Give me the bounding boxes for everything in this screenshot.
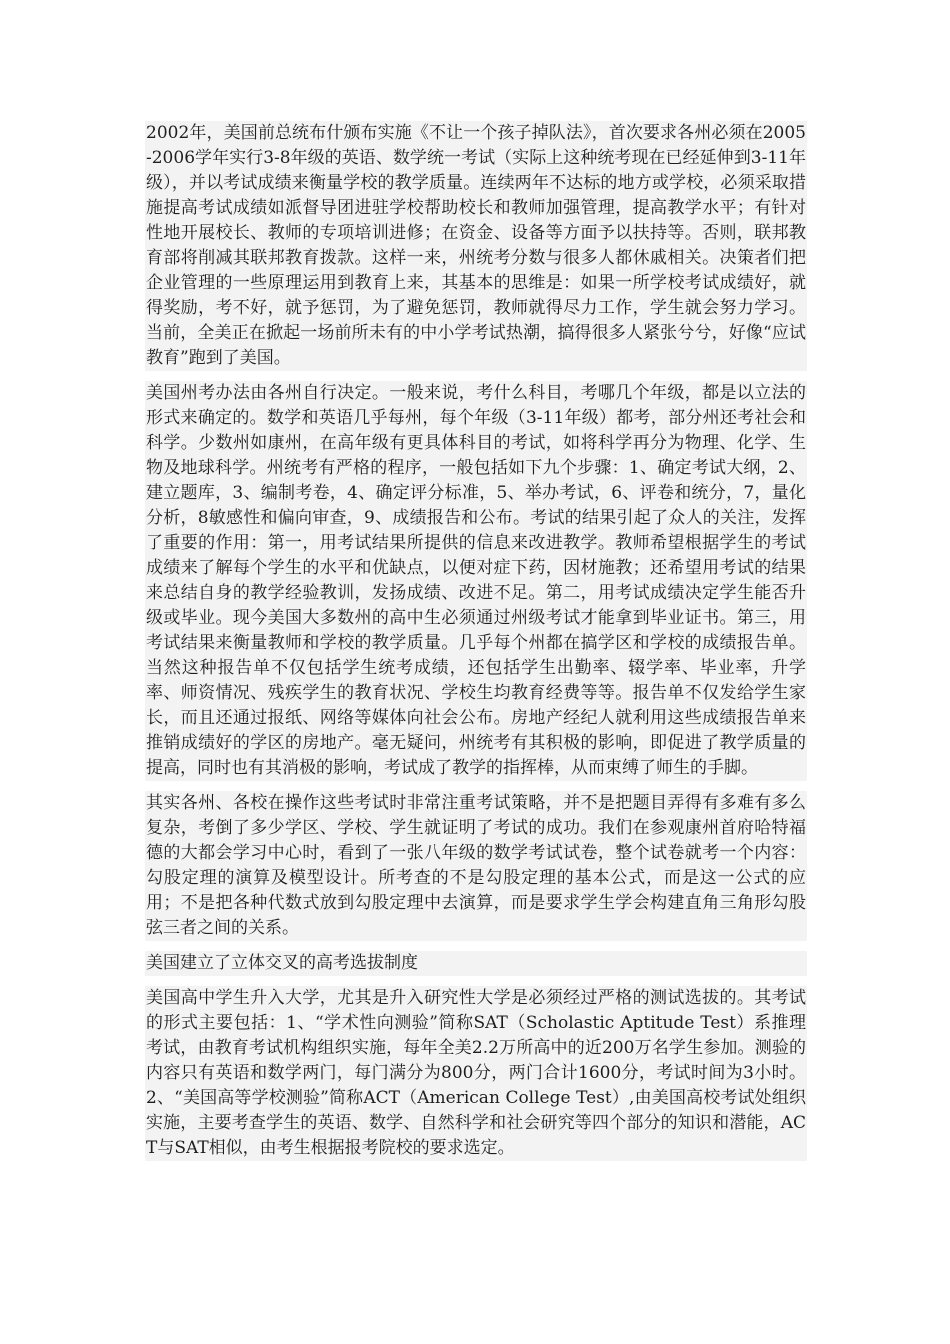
paragraph-state-exams: 美国州考办法由各州自行决定。一般来说，考什么科目，考哪几个年级，都是以立法的形式来确定的。数学和英语几乎每州，每个年级（3-11年级）都考，部分州还考社会和科学。少数州如康州，在高年级有更具体科目的考试，如将科学再分为物理、化学、生物及地球科学。州统考有严格的程序，一般包括如下九个步骤：1、确定考试大纲，2、建立题库，3、编制考卷，4、确定评分标准，5、举办考试，6、评卷和统分，7，量化分析，8敏感性和偏向审查，9、成绩报告和公布。考试的结果引起了众人的关注，发挥了重要的作用：第一，用考试结果所提供的信息来改进教学。教师希望根据学生的考试成绩来了解每个学生的水平和优缺点，以便对症下药，因材施教；还希望用考试的结果来总结自身的教学经验教训，发扬成绩、改进不足。第二，用考试成绩决定学生能否升级或毕业。现今美国大多数州的高中生必须通过州级考试才能拿到毕业证书。第三，用考试结果来衡量教师和学校的教学质量。几乎每个州都在搞学区和学校的成绩报告单。当然这种报告单不仅包括学生统考成绩，还包括学生出勤率、辍学率、毕业率，升学率、师资情况、残疾学生的教育状况、学校生均教育经费等等。报告单不仅发给学生家长，而且还通过报纸、网络等媒体向社会公布。房地产经纪人就利用这些成绩报告单来推销成绩好的学区的房地产。毫无疑问，州统考有其积极的影响，即促进了教学质量的提高，同时也有其消极的影响，考试成了教学的指挥棒，从而束缚了师生的手脚。 bbox=[145, 381, 807, 781]
paragraph-sat-act: 美国高中学生升入大学，尤其是升入研究性大学是必须经过严格的测试选拔的。其考试的形式主要包括：1、“学术性向测验”简称SAT（Scholastic Aptitude Test）系推理考试，由教育考试机构组织实施，每年全美2.2万所高中的近200万名学生参加。测验的内容只有英语和数学两门，每门满分为800分，两门合计1600分，考试时间为3小时。2、“美国高等学校测验”简称ACT（American College Test）,由美国高校考试处组织实施，主要考查学生的英语、数学、自然科学和社会研究等四个部分的知识和潜能，ACT与SAT相似，由考生根据报考院校的要求选定。 bbox=[145, 986, 807, 1161]
document-body bbox=[145, 121, 807, 1171]
paragraph-exam-strategy: 其实各州、各校在操作这些考试时非常注重考试策略，并不是把题目弄得有多难有多么复杂，考倒了多少学区、学校、学生就证明了考试的成功。我们在参观康州首府哈特福德的大都会学习中心时，看到了一张八年级的数学考试试卷，整个试卷就考一个内容：勾股定理的演算及模型设计。所考查的不是勾股定理的基本公式，而是这一公式的应用；不是把各种代数式放到勾股定理中去演算，而是要求学生学会构建直角三角形勾股弦三者之间的关系。 bbox=[145, 791, 807, 941]
section-heading-admission-system: 美国建立了立体交叉的高考选拔制度 bbox=[145, 951, 807, 976]
paragraph-nclb-intro: 2002年，美国前总统布什颁布实施《不让一个孩子掉队法》，首次要求各州必须在2005-2006学年实行3-8年级的英语、数学统一考试（实际上这种统考现在已经延伸到3-11年级），并以考试成绩来衡量学校的教学质量。连续两年不达标的地方或学校，必须采取措施提高考试成绩如派督导团进驻学校帮助校长和教师加强管理，提高教学水平；有针对性地开展校长、教师的专项培训进修；在资金、设备等方面予以扶持等。否则，联邦教育部将削减其联邦教育拨款。这样一来，州统考分数与很多人都休戚相关。决策者们把企业管理的一些原理运用到教育上来，其基本的思维是：如果一所学校考试成绩好，就得奖励，考不好，就予惩罚，为了避免惩罚，教师就得尽力工作，学生就会努力学习。当前，全美正在掀起一场前所未有的中小学考试热潮，搞得很多人紧张兮兮，好像“应试教育”跑到了美国。 bbox=[145, 121, 807, 371]
